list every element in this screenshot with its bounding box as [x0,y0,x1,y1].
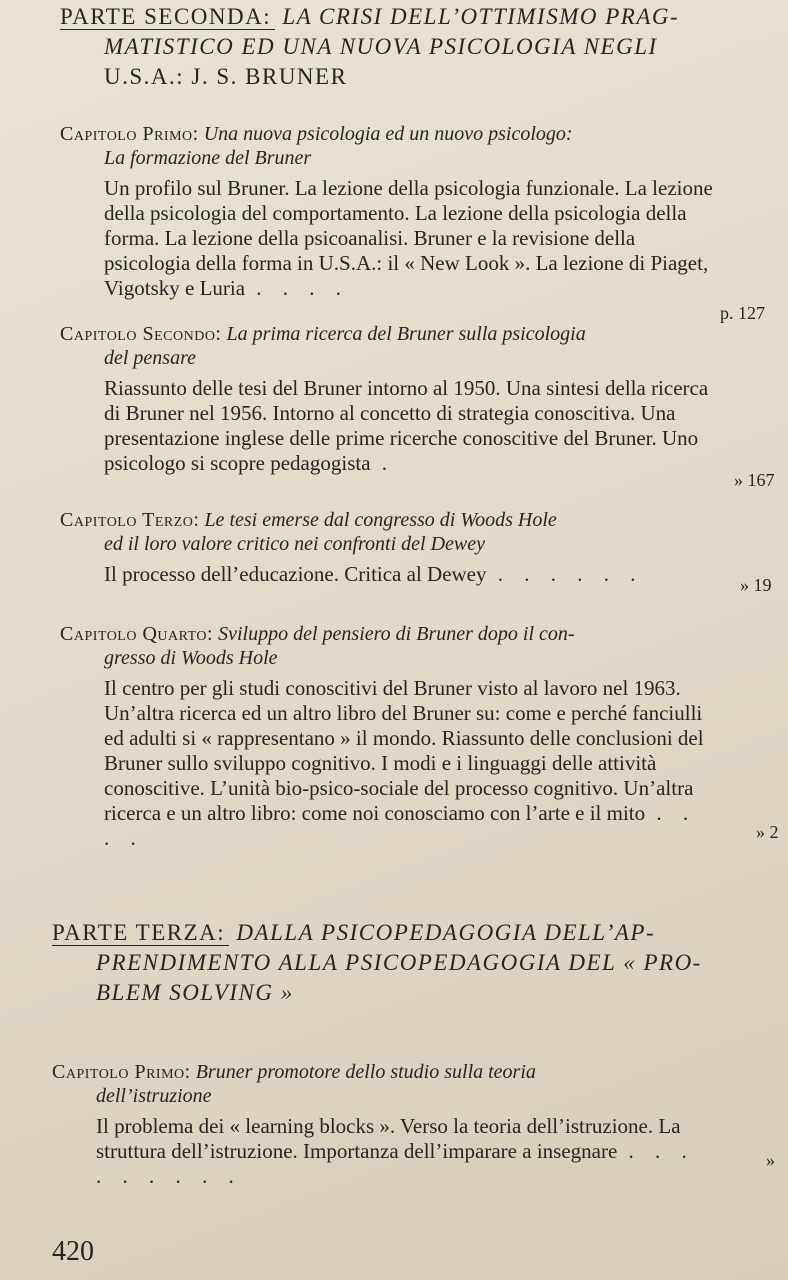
part-title-line: LA CRISI DELL’OTTIMISMO PRAG- [282,4,680,29]
chapter-summary: Il problema dei « learning blocks ». Verso la teoria dell’istruzione. La struttura dell’istruzione. Importanza dell’imparare a insegnare [96,1114,681,1163]
page-reference: » 167 [734,470,775,490]
part-label: PARTE SECONDA: [60,4,275,30]
part-title-line: U.S.A.: J. S. BRUNER [104,64,348,89]
chapter-subtitle: ed il loro valore critico nei confronti del Dewey [104,533,486,555]
part-title-line: DALLA PSICOPEDAGOGIA DELL’AP- [236,920,656,945]
chapter-label: Capitolo Secondo: [60,323,222,345]
chapter-title: Bruner promotore dello studio sulla teoria [195,1061,536,1083]
leader-dots: . [381,451,396,475]
chapter-entry [60,508,718,587]
chapter-summary: Il centro per gli studi conoscitivi del Bruner visto al lavoro nel 1963. Un’altra ricerca ed un altro libro del Bruner su: come e perché fanciulli ed adulti si « rappresentano » il mondo. Riassunto delle conclusioni del Bruner sullo sviluppo cognitivo. I modi e i linguaggi delle attività conoscitive. L’unità bio-psico-sociale del processo cognitivo. Un’altra ricerca e un altro libro: come noi conosciamo con l’arte e il mito [104,676,704,825]
chapter-entry [52,1060,718,1189]
chapter-label: Capitolo Primo: [60,123,199,145]
chapter-title: Le tesi emerse dal congresso di Woods Hole [204,509,557,531]
part-heading [60,2,738,92]
chapter-subtitle: del pensare [104,347,197,369]
page-number: 420 [52,1236,94,1267]
page-reference: p. 127 [720,303,765,323]
part-title-line: BLEM SOLVING » [96,980,294,1005]
page-reference: » 2 [756,822,779,842]
chapter-entry [60,622,718,851]
page-reference: » 19 [740,575,772,595]
part-title-line: MATISTICO ED UNA NUOVA PSICOLOGIA NEGLI [104,34,658,59]
chapter-label: Capitolo Quarto: [60,623,214,645]
chapter-label: Capitolo Terzo: [60,509,200,531]
part-label: PARTE TERZA: [52,920,229,946]
chapter-entry [60,122,718,301]
part-title-line: PRENDIMENTO ALLA PSICOPEDAGOGIA DEL « PRO- [96,950,702,975]
chapter-summary: Un profilo sul Bruner. La lezione della psicologia funzionale. La lezione della psicologia del comportamento. La lezione della psicologia della forma. La lezione della psicoanalisi. Bruner e la revisione della psicologia della forma in U.S.A.: il « New Look ». La lezione di Piaget, Vigotsky e Luria [104,176,713,300]
leader-dots: . . . . . . [497,562,644,586]
chapter-subtitle: La formazione del Bruner [104,147,312,169]
chapter-title: Una nuova psicologia ed un nuovo psicologo: [203,123,573,145]
leader-dots: . . . . [256,276,350,300]
chapter-title: La prima ricerca del Bruner sulla psicologia [226,323,586,345]
chapter-subtitle: dell’istruzione [96,1085,212,1107]
leader-dots: . . . . [104,801,697,850]
part-heading [52,918,738,1008]
page-reference: » [766,1150,775,1170]
chapter-label: Capitolo Primo: [52,1061,191,1083]
chapter-entry [60,322,718,476]
chapter-subtitle: gresso di Woods Hole [104,647,278,669]
leader-dots: . . . . . . . . . [96,1139,695,1188]
chapter-summary: Il processo dell’educazione. Critica al Dewey [104,562,487,586]
chapter-title: Sviluppo del pensiero di Bruner dopo il con- [218,623,575,645]
chapter-summary: Riassunto delle tesi del Bruner intorno al 1950. Una sintesi della ricerca di Bruner nel 1956. Intorno al concetto di strategia conoscitiva. Una presentazione inglese delle prime ricerche conoscitive del Bruner. Uno psicologo si scopre pedagogista [104,376,709,475]
